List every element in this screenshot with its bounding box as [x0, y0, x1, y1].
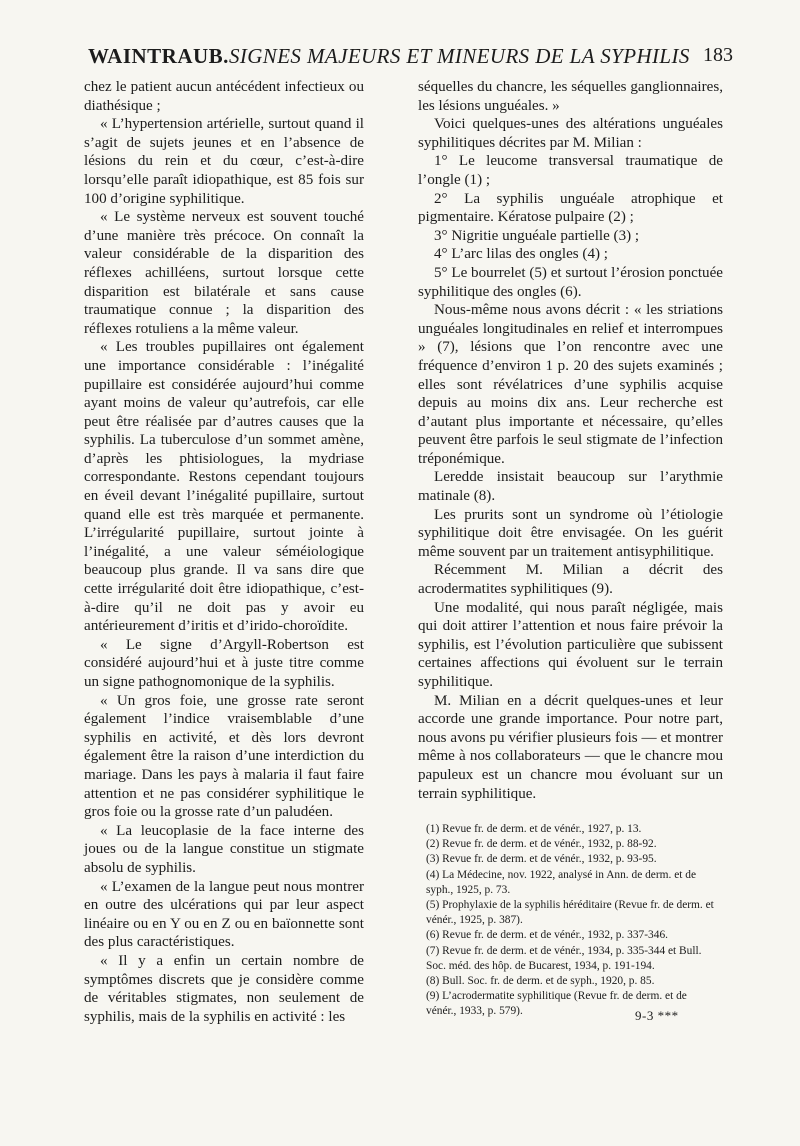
paragraph: séquelles du chancre, les séquelles ganglionnaires, les lésions unguéales. »: [418, 79, 723, 114]
paragraph: « L’examen de la langue peut nous montrer en outre des ulcérations qui par leur aspect linéaire ou en Y ou en Z ou en baïonnette sont des plus caractéristiques.: [84, 878, 364, 951]
paragraph: Une modalité, qui nous paraît négligée, mais qui doit attirer l’attention et nous faire prévoir la syphilis, est l’évolution particulière que subissent certaines affections qui évoluent sur le terrain syphilitique.: [418, 599, 723, 690]
footnote: (8) Bull. Soc. fr. de derm. et de syph., 1920, p. 85.: [426, 975, 655, 988]
signature-mark: 9-3 ***: [635, 1008, 679, 1023]
paragraph: « Les troubles pupillaires ont également une importance considérable : l’inégalité pupillaire est considérée aujourd’hui comme ayant moins de valeur qu’autrefois, car elle peut être réalisée par d’autres causes que la syphilis. La tuberculose d’un sommet amène, d’après les phtisiologues, la mydriase correspondante. Restons cependant toujours en éveil devant l’inégalité pupillaire, surtout quand elle est très marquée et permanente. L’irrégularité pupillaire, surtout jointe à l’inégalité, a une valeur séméiologique beaucoup plus grande. Il va sans dire que cette irrégularité doit être idiopathique, c’est-à-dire qu’il ne doit pas y avoir eu antérieurement d’iritis et d’irido-choroïdite.: [84, 339, 364, 635]
header-author: WAINTRAUB.: [88, 44, 229, 68]
page-number: 183: [703, 44, 733, 66]
list-item: 2° La syphilis unguéale atrophique et pigmentaire. Kératose pulpaire (2) ;: [418, 190, 723, 226]
header-title: SIGNES MAJEURS ET MINEURS DE LA SYPHILIS: [228, 44, 690, 68]
footnote: (2) Revue fr. de derm. et de vénér., 1932, p. 88-92.: [426, 838, 657, 851]
footnotes: [426, 822, 720, 1020]
list-item: 5° Le bourrelet (5) et surtout l’érosion ponctuée syphilitique des ongles (6).: [418, 264, 723, 300]
footnote: (1) Revue fr. de derm. et de vénér., 1927, p. 13.: [426, 823, 642, 835]
paragraph: « Il y a enfin un certain nombre de symptômes discrets que je considère comme de véritables stigmates, non seulement de syphilis, mais de la syphilis en activité : les: [84, 952, 364, 1025]
footnote: (3) Revue fr. de derm. et de vénér., 1932, p. 93-95.: [426, 853, 657, 866]
paragraph: « Le système nerveux est souvent touché d’une manière très précoce. On connaît la valeur considérable de la disparition des réflexes achilléens, surtout lorsque cette disparition est bilatérale et sans cause traumatique connue ; la disparition des réflexes rotuliens a la même valeur.: [84, 209, 364, 337]
footnote: (9) L’acrodermatite syphilitique (Revue fr. de derm. et de vénér., 1933, p. 579).: [426, 990, 687, 1018]
paragraph: Nous-même nous avons décrit : « les striations unguéales longitudinales en relief et interrompues » (7), lésions que l’on rencontre avec une fréquence d’environ 1 p. 20 des sujets examinés ; elles sont révélatrices d’une syphilis acquise depuis au moins dix ans. Leur recherche est d’autant plus importante et nécessaire, qu’elles peuvent être parfois le seul stigmate de l’infection tréponémique.: [418, 302, 723, 467]
paragraph: « Le signe d’Argyll-Robertson est considéré aujourd’hui et à juste titre comme un signe pathognomonique de la syphilis.: [84, 636, 364, 690]
paragraph: Récemment M. Milian a décrit des acrodermatites syphilitiques (9).: [418, 562, 723, 598]
footnote: (7) Revue fr. de derm. et de vénér., 1934, p. 335-344 et Bull. Soc. méd. des hôp. de Bucarest, 1934, p. 191-194.: [426, 944, 702, 972]
left-column: [84, 78, 364, 1026]
footnote: (4) La Médecine, nov. 1922, analysé in Ann. de derm. et de syph., 1925, p. 73.: [426, 868, 697, 896]
paragraph: Voici quelques-unes des altérations unguéales syphilitiques décrites par M. Milian :: [418, 116, 723, 151]
paragraph: chez le patient aucun antécédent infectieux ou diathésique ;: [84, 79, 364, 114]
right-column: [418, 78, 723, 803]
paragraph: Les prurits sont un syndrome où l’étiologie syphilitique doit être envisagée. On les guérit même souvent par un traitement antisyphilitique.: [418, 506, 723, 560]
list-item: 3° Nigritie unguéale partielle (3) ;: [434, 227, 640, 244]
paragraph: « L’hypertension artérielle, surtout quand il s’agit de sujets jeunes et en l’absence de lésions du rein et du cœur, c’est-à-dire lorsqu’elle paraît idiopathique, est 85 fois sur 100 d’origine syphilitique.: [84, 116, 364, 207]
running-header: [88, 44, 733, 74]
paragraph: M. Milian en a décrit quelques-unes et leur accorde une grande importance. Pour notre part, nous avons pu vérifier plusieurs fois — et montrer même à nos collaborateurs — que le chancre mou papuleux est un chancre mou évoluant sur un terrain syphilitique.: [418, 692, 723, 802]
paragraph: Leredde insistait beaucoup sur l’arythmie matinale (8).: [418, 469, 723, 505]
list-item: 4° L’arc lilas des ongles (4) ;: [434, 246, 608, 263]
footnote: (6) Revue fr. de derm. et de vénér., 1932, p. 337-346.: [426, 929, 668, 942]
paragraph: « La leucoplasie de la face interne des joues ou de la langue constitue un stigmate absolu de syphilis.: [84, 822, 364, 876]
footnote: (5) Prophylaxie de la syphilis héréditaire (Revue fr. de derm. et vénér., 1925, p. 387).: [426, 899, 714, 927]
list-item: 1° Le leucome transversal traumatique de l’ongle (1) ;: [418, 153, 723, 188]
paragraph: « Un gros foie, une grosse rate seront également l’indice vraisemblable d’une syphilis en activité, et dès lors devront également être la raison d’une interdiction du mariage. Dans les pays à malaria il faut faire attention et ne pas considérer syphilitique le gros foie ou la grosse rate d’un paludéen.: [84, 692, 364, 821]
